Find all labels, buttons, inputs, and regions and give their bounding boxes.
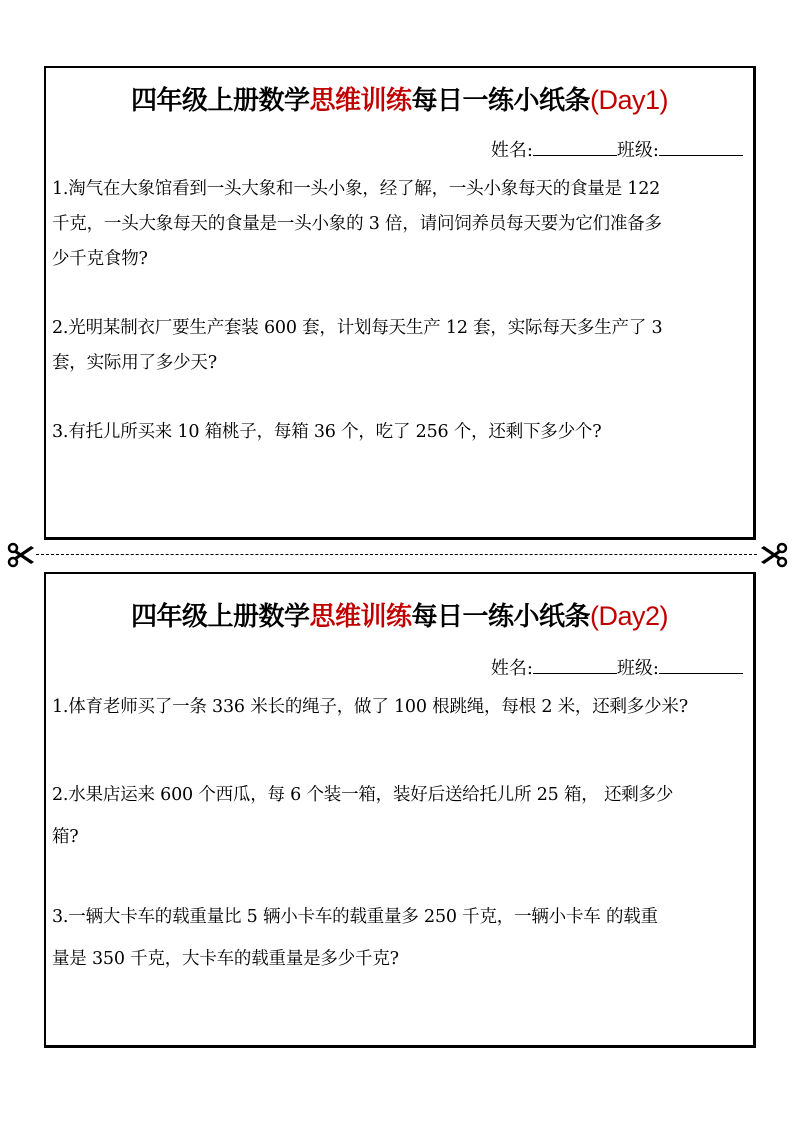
question-3 bbox=[52, 896, 745, 980]
name-label: 姓名: bbox=[490, 658, 533, 679]
name-label: 姓名: bbox=[490, 140, 533, 161]
cut-line bbox=[36, 554, 757, 555]
question-line: 2.水果店运来 600 个西瓜，每 6 个装一箱，装好后送给托儿所 25 箱， 还剩多少 bbox=[52, 785, 674, 805]
title-day: (Day1) bbox=[590, 85, 669, 115]
question-line: 3.一辆大卡车的载重量比 5 辆小卡车的载重量多 250 千克，一辆小卡车 的载重 bbox=[52, 907, 658, 927]
question-line: 1.体育老师买了一条 336 米长的绳子，做了 100 根跳绳，每根 2 米，还剩多少米? bbox=[52, 697, 688, 717]
scissors-icon bbox=[6, 540, 36, 570]
worksheet-day1 bbox=[44, 66, 756, 540]
name-blank[interactable] bbox=[533, 655, 617, 674]
question-line: 套，实际用了多少天? bbox=[52, 353, 217, 373]
class-blank[interactable] bbox=[659, 655, 743, 674]
question-line: 量是 350 千克，大卡车的载重量是多少千克? bbox=[52, 949, 399, 969]
question-1 bbox=[52, 690, 745, 725]
title-highlight: 思维训练 bbox=[309, 86, 412, 116]
scissors-icon bbox=[759, 540, 789, 570]
name-class-row bbox=[491, 136, 743, 162]
name-blank[interactable] bbox=[533, 137, 617, 156]
title-part2: 每日一练小纸条 bbox=[411, 86, 591, 116]
class-blank[interactable] bbox=[659, 137, 743, 156]
question-line: 箱? bbox=[52, 827, 79, 847]
worksheet-title bbox=[46, 80, 753, 117]
question-line: 千克，一头大象每天的食量是一头小象的 3 倍，请问饲养员每天要为它们准备多 bbox=[52, 214, 662, 234]
title-highlight: 思维训练 bbox=[309, 602, 412, 632]
question-line: 2.光明某制衣厂要生产套装 600 套，计划每天生产 12 套，实际每天多生产了 3 bbox=[52, 318, 663, 338]
title-part1: 四年级上册数学 bbox=[130, 86, 310, 116]
question-line: 1.淘气在大象馆看到一头大象和一头小象，经了解，一头小象每天的食量是 122 bbox=[52, 179, 661, 199]
class-label: 班级: bbox=[616, 140, 659, 161]
question-2 bbox=[52, 311, 745, 381]
worksheet-title bbox=[46, 596, 753, 633]
question-line: 少千克食物? bbox=[52, 249, 148, 269]
question-2 bbox=[52, 774, 745, 858]
class-label: 班级: bbox=[616, 658, 659, 679]
worksheet-day2 bbox=[44, 572, 756, 1048]
title-day: (Day2) bbox=[590, 601, 669, 631]
question-1 bbox=[52, 172, 745, 277]
title-part2: 每日一练小纸条 bbox=[411, 602, 591, 632]
name-class-row bbox=[491, 654, 743, 680]
question-3 bbox=[52, 415, 745, 450]
title-part1: 四年级上册数学 bbox=[130, 602, 310, 632]
question-line: 3.有托儿所买来 10 箱桃子，每箱 36 个，吃了 256 个，还剩下多少个? bbox=[52, 422, 602, 442]
